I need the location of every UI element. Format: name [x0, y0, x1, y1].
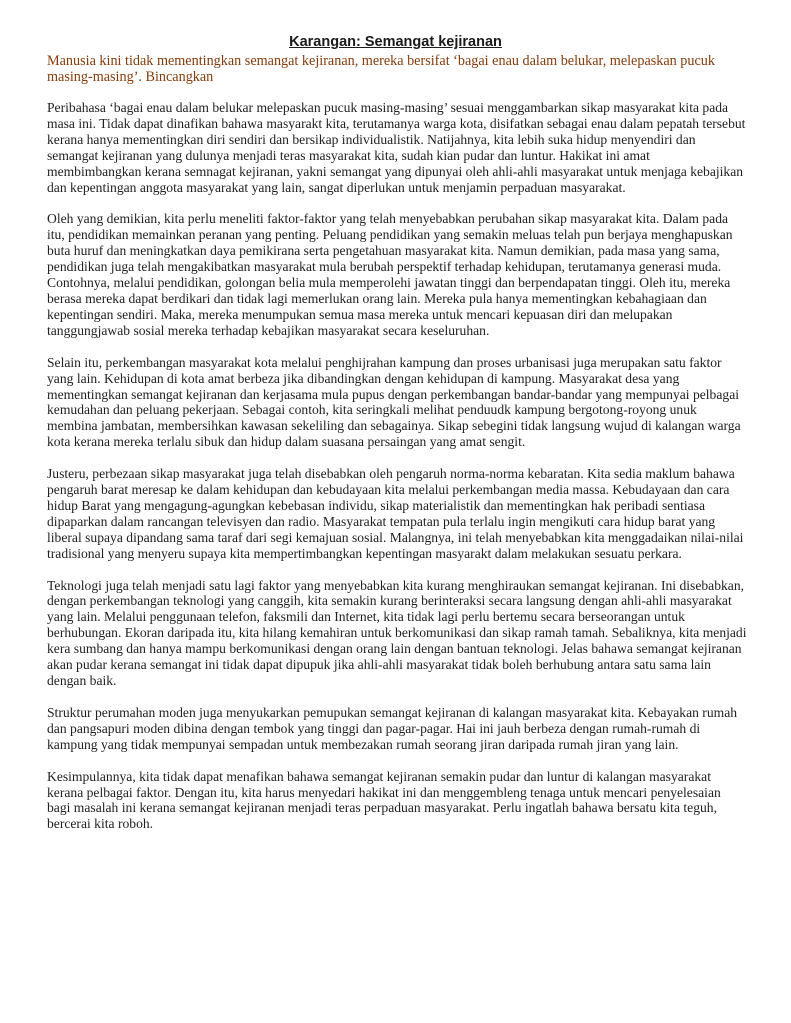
paragraph-2: Oleh yang demikian, kita perlu meneliti faktor-faktor yang telah menyebabkan perubahan sikap masyarakat kita. Dalam pada itu, pendidikan memainkan peranan yang penting. Peluang pendidikan yang semakin meluas telah pun berjaya menghapuskan buta huruf dan meningkatkan daya pemikirana serta pengetahuan masyarakat kita. Namun demikian, pada masa yang sama, pendidikan juga telah mengakibatkan masyarakat mula berubah perspektif terhadap kehidupan, terutamanya generasi muda. Contohnya, melalui pendidikan, golongan belia mula memperolehi jawatan tinggi dan berpendapatan tinggi. Oleh itu, mereka berasa mereka dapat berdikari dan tidak lagi memerlukan orang lain. Mereka pula hanya mementingkan kebahagiaan dan kepentingan sendiri. Maka, mereka menumpukan semua masa mereka untuk mencari kepuasan diri dan melupakan tanggungjawab sosial mereka terhadap kebajikan masyarakat secara keseluruhan.	[47, 211, 733, 338]
essay-question: Manusia kini tidak mementingkan semangat kejiranan, mereka bersifat ‘bagai enau dalam belukar, melepaskan pucuk masing-masing’. Bincangkan	[47, 53, 715, 85]
paragraph-7: Kesimpulannya, kita tidak dapat menafikan bahawa semangat kejiranan semakin pudar dan luntur di kalangan masyarakat kerana pelbagai faktor. Dengan itu, kita harus menyedari hakikat ini dan menggembleng tenaga untuk mencari penyelesaian bagi masalah ini kerana semangat kejiranan menjadi teras perpaduan masyarakat. Perlu ingatlah bahawa bersatu kita teguh, bercerai kita roboh.	[47, 768, 721, 832]
paragraph-1: Peribahasa ‘bagai enau dalam belukar melepaskan pucuk masing-masing’ sesuai menggambarkan sikap masyarakat kita pada masa ini. Tidak dapat dinafikan bahawa masyarakt kita, terutamanya warga kota, disifatkan sebagai enau dalam pepatah tersebut kerana hanya mementingkan diri sendiri dan bersikap individualistik. Natijahnya, kita lebih suka hidup menyendiri dan semangat kejiranan yang dulunya menjadi teras masyarakat kita, sudah kian pudar dan luntur. Hakikat ini amat membimbangkan kerana semnagat kejiranan, yakni semangat yang dipunyai oleh ahli-ahli masyarakat untuk menjaga kebajikan dan kepentingan anggota masyarakat yang lain, sangat diperlukan untuk menjamin perpaduan masyarakat.	[47, 100, 746, 195]
essay-body	[47, 100, 747, 848]
essay-title: Karangan: Semangat kejiranan	[289, 34, 502, 50]
paragraph-3: Selain itu, perkembangan masyarakat kota melalui penghijrahan kampung dan proses urbanisasi juga merupakan satu faktor yang lain. Kehidupan di kota amat berbeza jika dibandingkan dengan kehidupan di kampung. Masyarakat desa yang mementingkan semangat kejiranan dan kerjasama mula pupus dengan perkembangan bandar-bandar yang mempunyai pelbagai kemudahan dan peluang pekerjaan. Sebagai contoh, kita seringkali melihat penduudk kampung bergotong-royong unuk membina jambatan, membersihkan kawasan sekeliling dan sebagainya. Sikap sebegini tidak langsung wujud di kalangan warga kota kerana mereka terlalu sibuk dan hidup dalam suasana persaingan yang amat sengit.	[47, 354, 741, 450]
paragraph-6: Struktur perumahan moden juga menyukarkan pemupukan semangat kejiranan di kalangan masyarakat kita. Kebayakan rumah dan pangsapuri moden dibina dengan tembok yang tinggi dan pagar-pagar. Hai ini jauh berbeza dengan rumah-rumah di kampung yang tidak mempunyai sempadan untuk membezakan rumah seorang jiran daripada rumah jiran yang lain.	[47, 704, 738, 752]
paragraph-5: Teknologi juga telah menjadi satu lagi faktor yang menyebabkan kita kurang menghiraukan semangat kejiranan. Ini disebabkan, dengan perkembangan teknologi yang canggih, kita semakin kurang berinteraksi secara langsung dengan ahli-ahli masyarakat yang lain. Melalui penggunaan telefon, faksmili dan Internet, kita tidak lagi perlu bertemu secara berseorangan untuk berhubungan. Ekoran daripada itu, kita hilang kemahiran untuk berkomunikasi dan sikap ramah tamah. Sebaliknya, kita menjadi kera sumbang dan hanya mampu berkomunikasi dengan orang lain dengan bantuan teknologi. Jelas bahawa semangat kejiranan akan pudar kerana semangat ini tidak dapat dipupuk jika ahli-ahli masyarakat tidak boleh berhubung antara satu sama lain dengan baik.	[47, 577, 747, 688]
paragraph-4: Justeru, perbezaan sikap masyarakat juga telah disebabkan oleh pengaruh norma-norma kebaratan. Kita sedia maklum bahawa pengaruh barat meresap ke dalam kehidupan dan kebudayaan kita melalui perkembangan media massa. Kebudayaan dan cara hidup Barat yang mengagung-agungkan kebebasan individu, sikap materialistik dan mementingkan hak peribadi sentiasa dipaparkan dalam rancangan televisyen dan radio. Masyarakat tempatan pula terlalu ingin mengikuti cara hidup barat yang liberal supaya dipandang sama taraf dari segi kemajuan sosial. Malangnya, ini telah menyebabkan kita menggadaikan nilai-nilai tradisional yang menyeru supaya kita mempertimbangkan kepentingan masyarakt dalam melakukan sesuatu perkara.	[47, 466, 744, 561]
